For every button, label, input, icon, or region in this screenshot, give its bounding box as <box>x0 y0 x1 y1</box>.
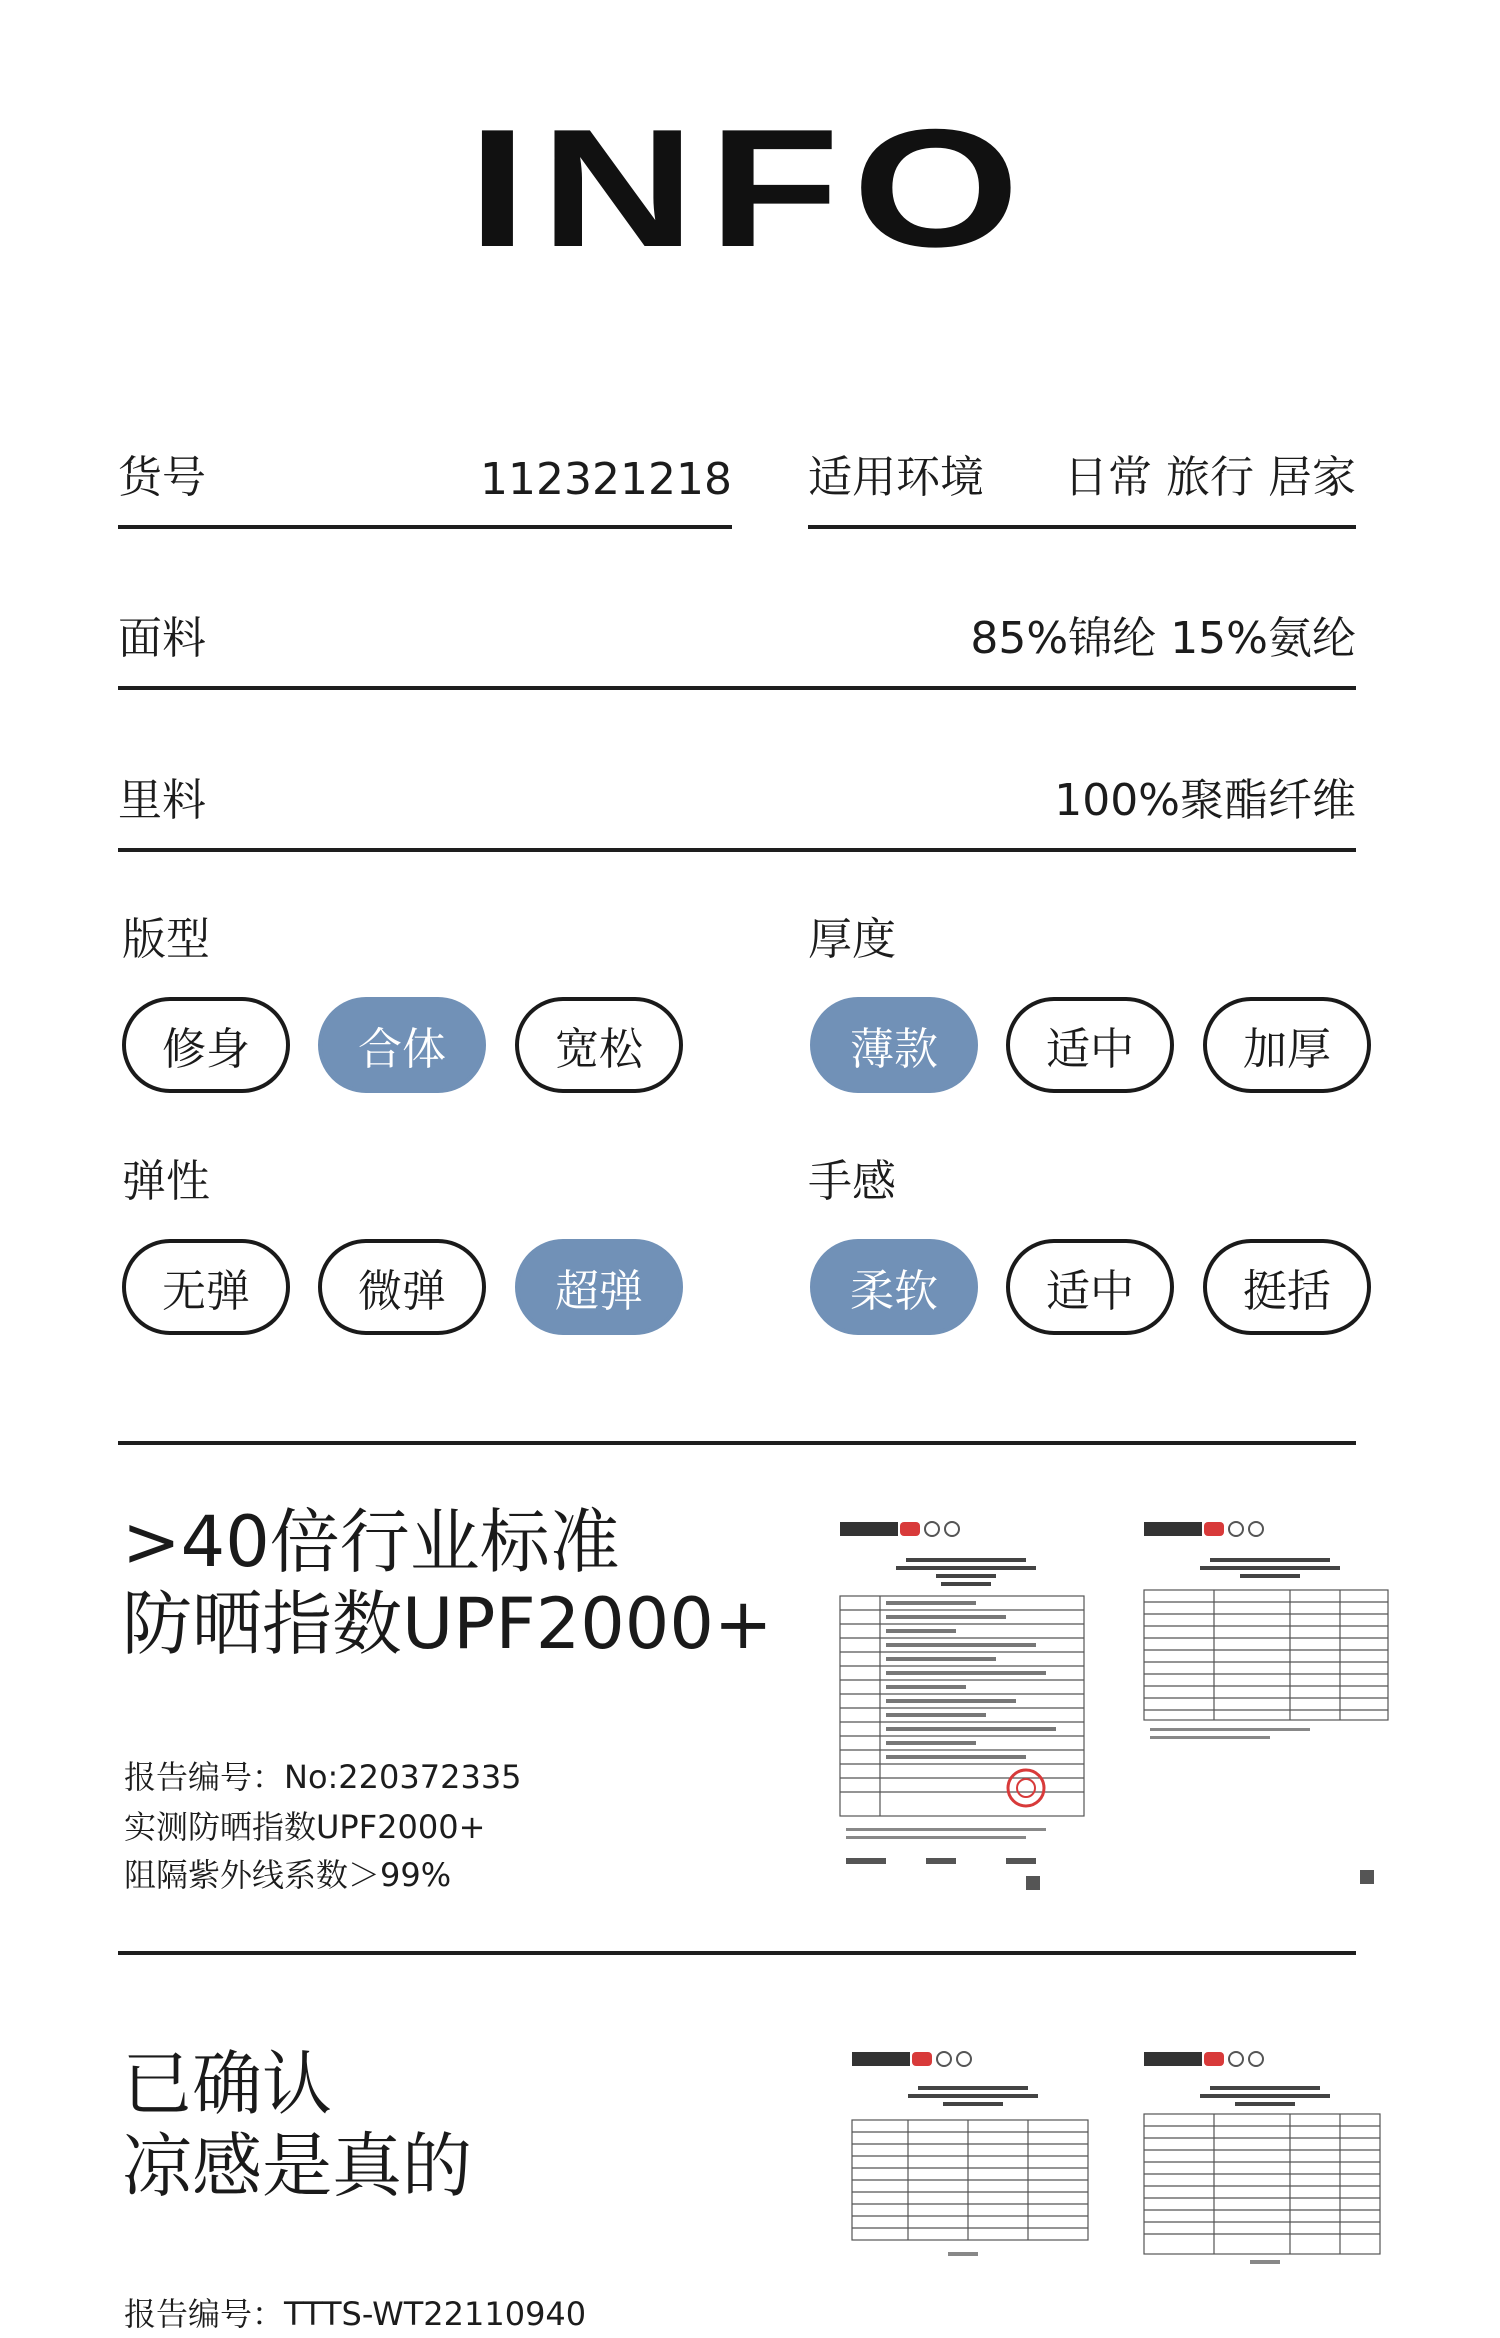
hand-feel-option: 适中 <box>1006 1239 1174 1335</box>
thickness-label: 厚度 <box>808 914 896 965</box>
ma-badge-icon <box>912 2052 932 2066</box>
cert-seal-icon <box>925 1522 939 1536</box>
thickness-option: 薄款 <box>810 997 978 1093</box>
lining-field <box>118 764 1356 852</box>
cnas-seal-icon <box>945 1522 959 1536</box>
intertek-logo <box>1144 1522 1202 1536</box>
scene-value: 日常 旅行 居家 <box>1064 452 1356 503</box>
cert-seal-icon <box>1229 2052 1243 2066</box>
cnas-seal-icon <box>1249 1522 1263 1536</box>
elasticity-label: 弹性 <box>122 1156 210 1207</box>
cert-seal-icon <box>1229 1522 1243 1536</box>
stamp-icon <box>1008 1770 1044 1806</box>
hand-feel-option: 挺括 <box>1203 1239 1371 1335</box>
page-title: INFO <box>467 94 1033 282</box>
elasticity-option: 无弹 <box>122 1239 290 1335</box>
elasticity-option: 微弹 <box>318 1239 486 1335</box>
section-divider <box>118 1951 1356 1955</box>
cert-seal-icon <box>937 2052 951 2066</box>
test-report-image <box>1140 2048 1390 2270</box>
ma-badge-icon <box>1204 1522 1224 1536</box>
elasticity-option: 超弹 <box>515 1239 683 1335</box>
qr-code-icon <box>1026 1876 1040 1890</box>
test-report-page-2 <box>1140 1518 1402 1890</box>
cool-headline-line1: 已确认 <box>122 2043 332 2125</box>
item-number-value: 112321218 <box>480 454 732 505</box>
test-report-page-1 <box>836 1518 1098 1890</box>
qr-code-icon <box>1360 1870 1374 1884</box>
test-report-image <box>836 1518 1098 1890</box>
intertek-logo <box>1144 2052 1202 2066</box>
ma-badge-icon <box>1204 2052 1224 2066</box>
intertek-logo <box>840 1522 898 1536</box>
hand-feel-option: 柔软 <box>810 1239 978 1335</box>
cool-report-page-2 <box>1140 2048 1390 2270</box>
fit-label: 版型 <box>122 914 210 965</box>
cnas-seal-icon <box>1249 2052 1263 2066</box>
fabric-field <box>118 602 1356 690</box>
test-report-image <box>848 2048 1098 2270</box>
cool-headline-line2: 凉感是真的 <box>122 2125 472 2207</box>
thickness-option: 适中 <box>1006 997 1174 1093</box>
fit-option: 修身 <box>122 997 290 1093</box>
upf-report-number: 报告编号：No:220372335 <box>124 1758 522 1796</box>
test-report-image <box>1140 1518 1402 1890</box>
fabric-value: 85%锦纶 15%氨纶 <box>970 613 1356 664</box>
hand-feel-label: 手感 <box>808 1156 896 1207</box>
cool-report-number: 报告编号：TTTS-WT22110940 <box>124 2295 587 2333</box>
uv-block-value: 阻隔紫外线系数＞99% <box>124 1856 452 1894</box>
upf-measured-value: 实测防晒指数UPF2000+ <box>124 1808 486 1846</box>
lining-value: 100%聚酯纤维 <box>1054 775 1356 826</box>
upf-headline-line1: >40倍行业标准 <box>122 1501 620 1583</box>
ma-badge-icon <box>900 1522 920 1536</box>
fit-option: 合体 <box>318 997 486 1093</box>
scene-label: 适用环境 <box>808 452 984 503</box>
lining-label: 里料 <box>118 775 206 826</box>
upf-headline-line2: 防晒指数UPF2000+ <box>122 1583 773 1665</box>
fabric-label: 面料 <box>118 613 206 664</box>
section-divider <box>118 1441 1356 1445</box>
thickness-option: 加厚 <box>1203 997 1371 1093</box>
cnas-seal-icon <box>957 2052 971 2066</box>
intertek-logo <box>852 2052 910 2066</box>
item-number-field <box>118 441 732 529</box>
scene-field <box>808 441 1356 529</box>
cool-report-page-1 <box>848 2048 1098 2270</box>
item-number-label: 货号 <box>118 452 206 503</box>
fit-option: 宽松 <box>515 997 683 1093</box>
